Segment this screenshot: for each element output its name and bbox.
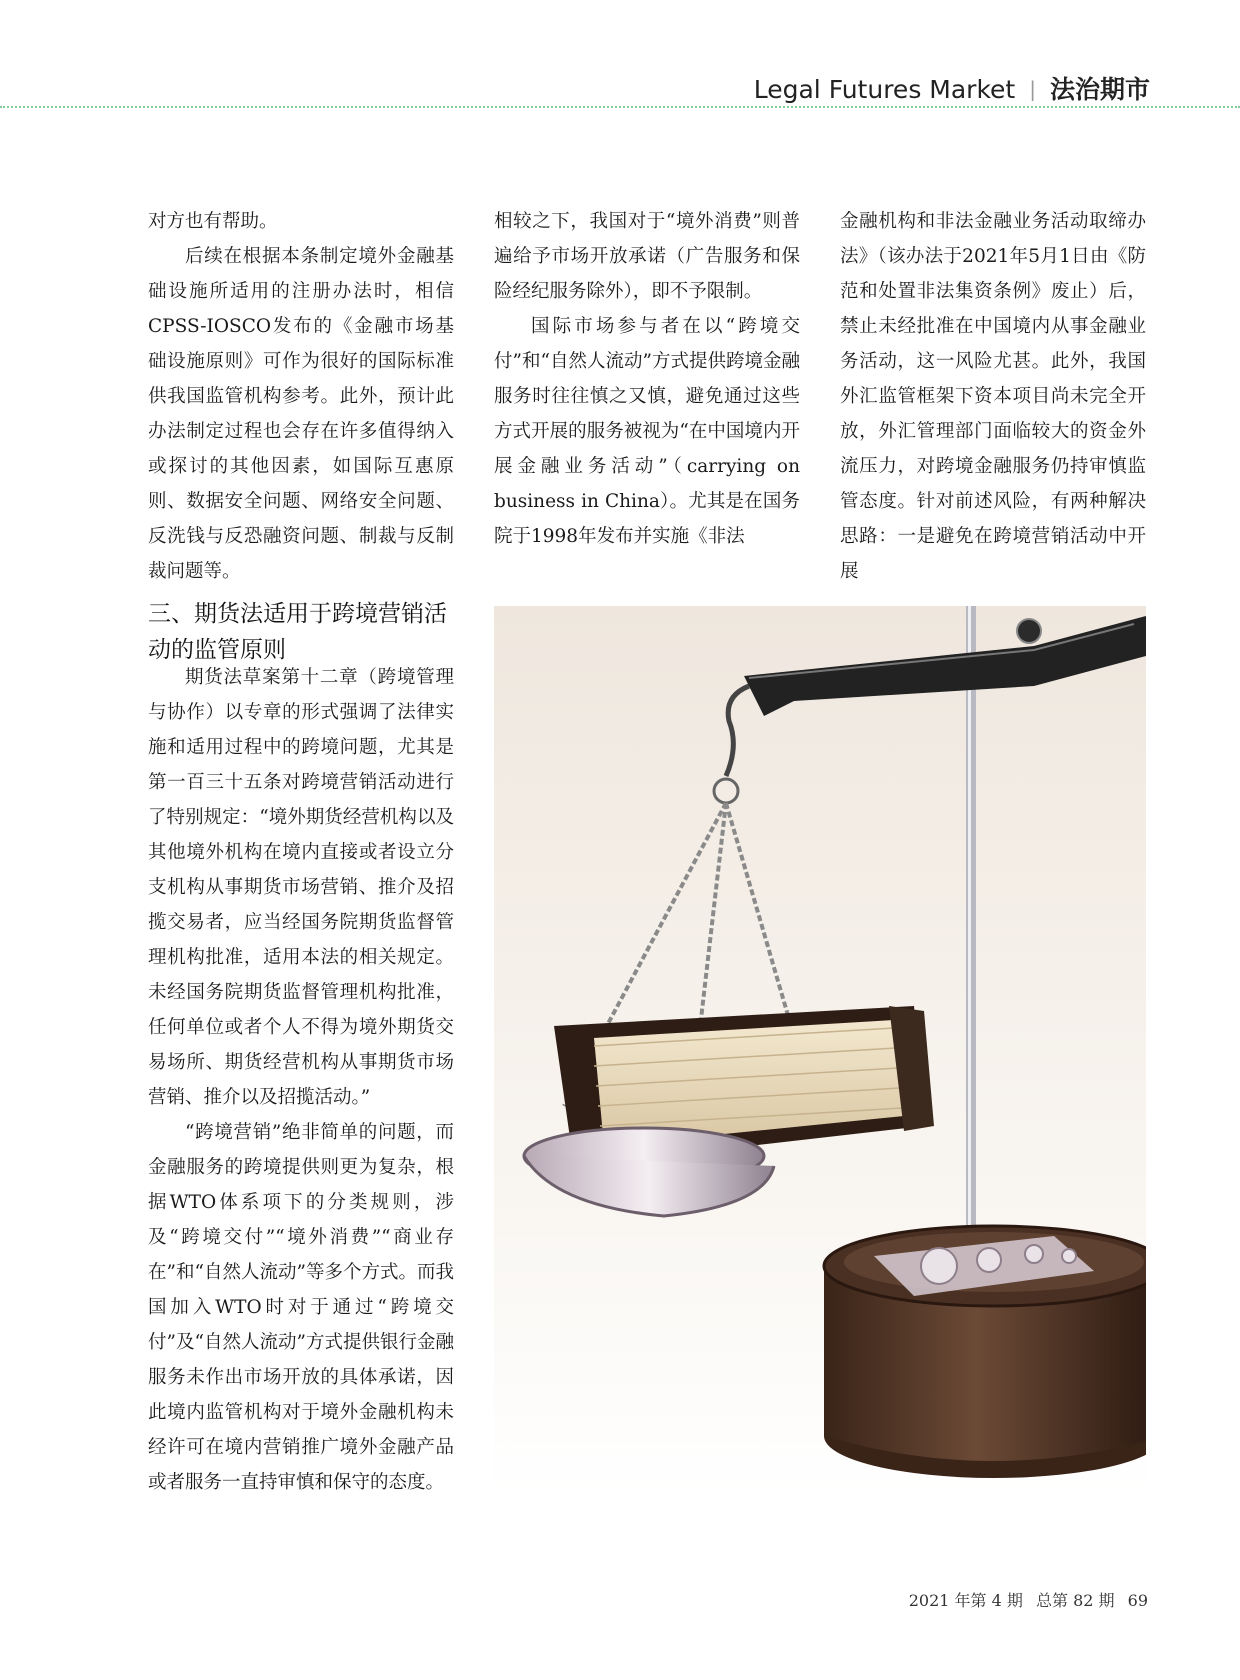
page-footer — [901, 1588, 1148, 1611]
page-number: 69 — [1127, 1591, 1148, 1610]
header-title-zh: 法治期市 — [1049, 75, 1150, 104]
column-1-top — [148, 204, 454, 589]
scale-of-justice-photo — [494, 606, 1146, 1496]
paragraph: “跨境营销”绝非简单的问题，而金融服务的跨境提供则更为复杂，根据WTO体系项下的分类规则，涉及“跨境交付”“境外消费”“商业存在”和“自然人流动”等多个方式。而我国加入WTO时对于通过“跨境交付”及“自然人流动”方式提供银行金融服务未作出市场开放的具体承诺，因此境内监管机构对于境外金融机构未经许可在境内营销推广境外金融产品或者服务一直持审慎和保守的态度。 — [148, 1122, 454, 1493]
header-title-en: Legal Futures Market — [753, 75, 1016, 104]
issue-number: 2021 年第 4 期 — [908, 1591, 1023, 1610]
column-3 — [840, 204, 1146, 589]
header-dotted-rule — [0, 106, 1240, 108]
header-separator: | — [1029, 77, 1036, 101]
total-issue-number: 总第 82 期 — [1036, 1591, 1115, 1610]
section-heading: 三、期货法适用于跨境营销活动的监管原则 — [148, 601, 447, 663]
column-2 — [494, 204, 800, 554]
header-title — [754, 70, 1150, 106]
scale-icon — [494, 606, 1146, 1496]
column-1-bottom — [148, 660, 454, 1500]
paragraph: 金融机构和非法金融业务活动取缔办法》（该办法于2021年5月1日由《防范和处置非法集资条例》废止）后，禁止未经批准在中国境内从事金融业务活动，这一风险尤甚。此外，我国外汇监管框架下资本项目尚未完全开放，外汇管理部门面临较大的资金外流压力，对跨境金融服务仍持审慎监管态度。针对前述风险，有两种解决思路：一是避免在跨境营销活动中开展 — [840, 211, 1146, 582]
paragraph: 后续在根据本条制定境外金融基础设施所适用的注册办法时，相信CPSS-IOSCO发布的《金融市场基础设施原则》可作为很好的国际标准供我国监管机构参考。此外，预计此办法制定过程也会存在许多值得纳入或探讨的其他因素，如国际互惠原则、数据安全问题、网络安全问题、反洗钱与反恐融资问题、制裁与反制裁问题等。 — [148, 246, 454, 582]
page-header — [0, 66, 1240, 106]
paragraph: 国际市场参与者在以“跨境交付”和“自然人流动”方式提供跨境金融服务时往往慎之又慎，避免通过这些方式开展的服务被视为“在中国境内开展金融业务活动”（carrying on business in China）。尤其是在国务院于1998年发布并实施《非法 — [494, 316, 800, 547]
paragraph: 相较之下，我国对于“境外消费”则普遍给予市场开放承诺（广告服务和保险经纪服务除外），即不予限制。 — [494, 211, 800, 302]
paragraph: 期货法草案第十二章（跨境管理与协作）以专章的形式强调了法律实施和适用过程中的跨境问题，尤其是第一百三十五条对跨境营销活动进行了特别规定：“境外期货经营机构以及其他境外机构在境内直接或者设立分支机构从事期货市场营销、推介及招揽交易者，应当经国务院期货监督管理机构批准，适用本法的相关规定。未经国务院期货监督管理机构批准，任何单位或者个人不得为境外期货交易场所、期货经营机构从事期货市场营销、推介以及招揽活动。” — [148, 667, 454, 1108]
paragraph: 对方也有帮助。 — [148, 211, 278, 232]
